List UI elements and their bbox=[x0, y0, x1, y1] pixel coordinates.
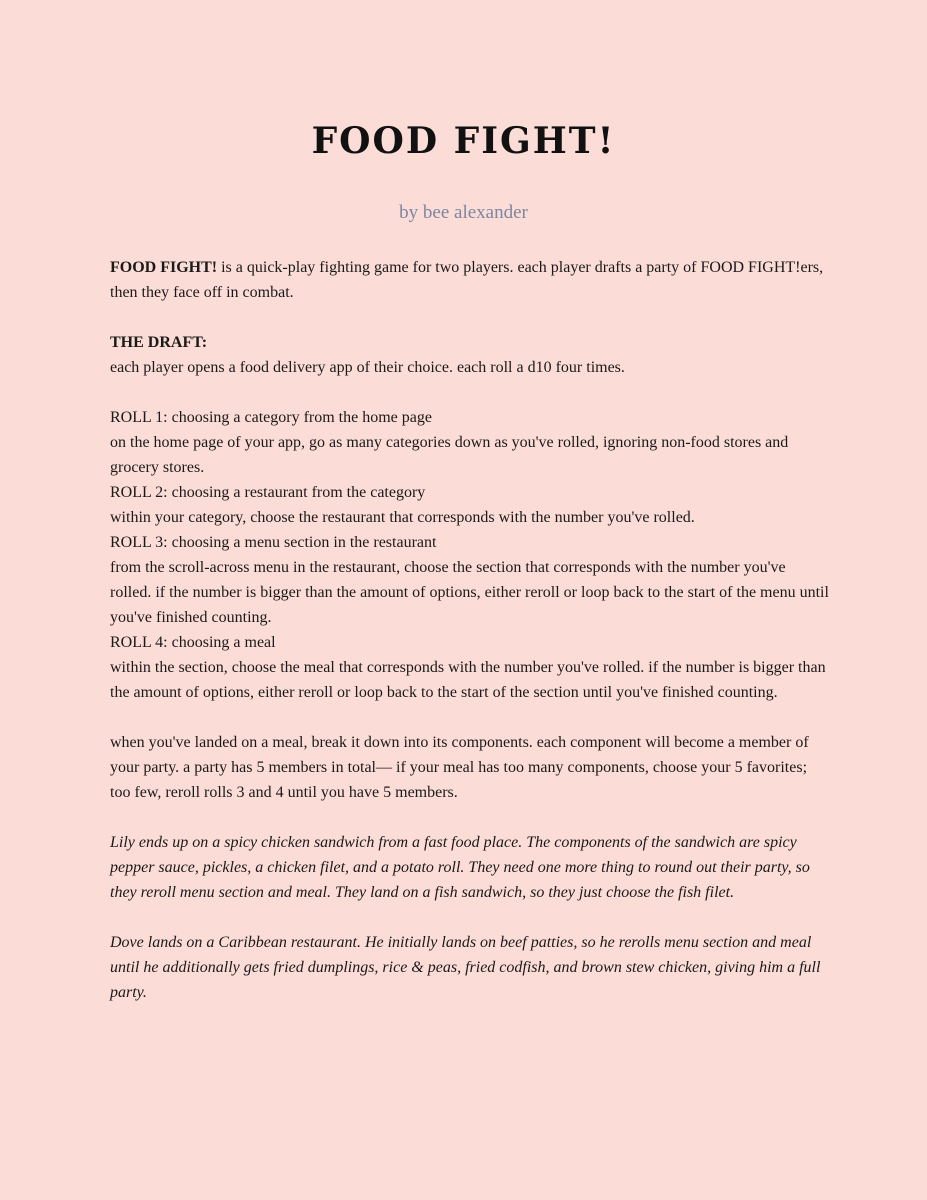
example-lily: Lily ends up on a spicy chicken sandwich from a fast food place. The components of the sandwich are spicy pepper sauce, pickles, a chicken filet, and a potato roll. They need one more thing to round out their party, so they reroll menu section and meal. They land on a fish sandwich, so they just choose the fish filet. bbox=[110, 834, 810, 901]
components-paragraph: when you've landed on a meal, break it down into its components. each component will become a member of your party. a party has 5 members in total— if your meal has too many components, choose your 5 favorites; too few, reroll rolls 3 and 4 until you have 5 members. bbox=[110, 734, 809, 801]
roll-3-heading: ROLL 3: choosing a menu section in the restaurant bbox=[110, 534, 437, 551]
draft-heading: THE DRAFT: bbox=[110, 334, 208, 351]
example-dove: Dove lands on a Caribbean restaurant. He initially lands on beef patties, so he rerolls menu section and meal until he additionally gets fried dumplings, rice & peas, fried codfish, and brown stew chicken, giving him a full party. bbox=[110, 934, 821, 1001]
intro-game-name: FOOD FIGHT! bbox=[110, 259, 218, 276]
roll-2-heading: ROLL 2: choosing a restaurant from the category bbox=[110, 484, 426, 501]
roll-1-body: on the home page of your app, go as many categories down as you've rolled, ignoring non-food stores and grocery stores. bbox=[110, 434, 789, 476]
intro-text: is a quick-play fighting game for two players. each player drafts a party of FOOD FIGHT!ers, then they face off in combat. bbox=[110, 259, 824, 301]
draft-intro: each player opens a food delivery app of their choice. each roll a d10 four times. bbox=[110, 359, 625, 376]
page-title: FOOD FIGHT! bbox=[311, 120, 616, 162]
document-body bbox=[110, 255, 830, 1005]
roll-3-body: from the scroll-across menu in the restaurant, choose the section that corresponds with the number you've rolled. if the number is bigger than the amount of options, either reroll or loop back to the start of the menu until you've finished counting. bbox=[110, 559, 829, 626]
author-byline: by bee alexander bbox=[399, 202, 528, 223]
intro-paragraph bbox=[110, 255, 830, 305]
roll-4-body: within the section, choose the meal that corresponds with the number you've rolled. if the number is bigger than the amount of options, either reroll or loop back to the start of the section until you've finished counting. bbox=[110, 659, 826, 701]
roll-2-body: within your category, choose the restaurant that corresponds with the number you've rolled. bbox=[110, 509, 695, 526]
roll-1-heading: ROLL 1: choosing a category from the home page bbox=[110, 409, 432, 426]
roll-4-heading: ROLL 4: choosing a meal bbox=[110, 634, 276, 651]
